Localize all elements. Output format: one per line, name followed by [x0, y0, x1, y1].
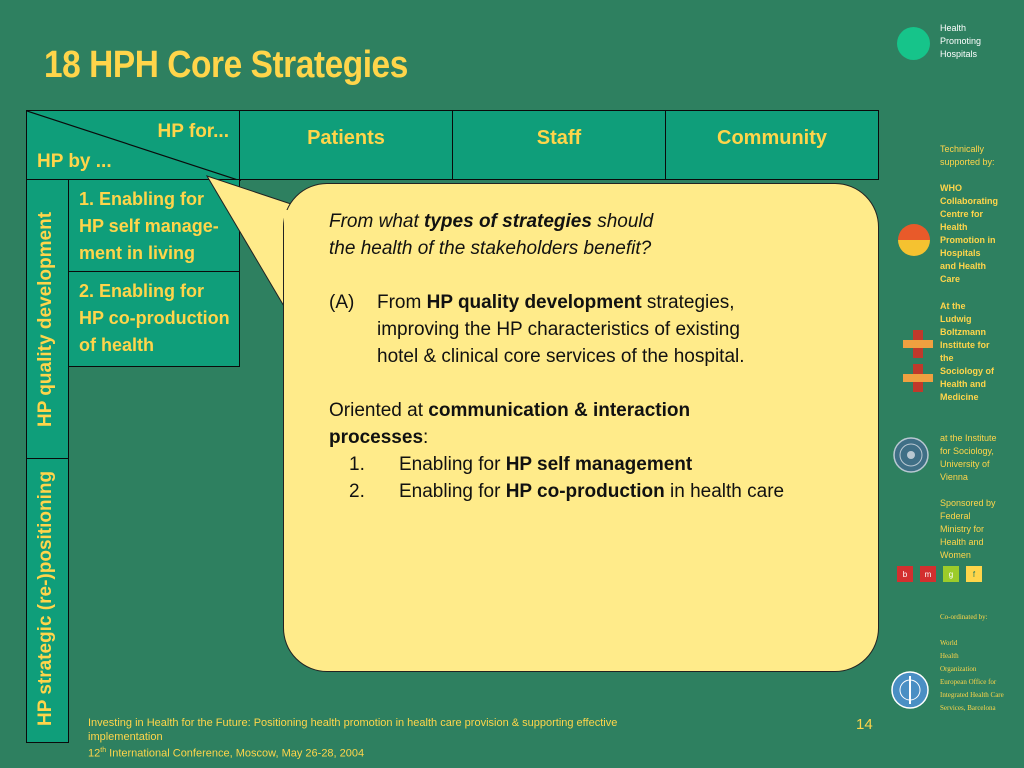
bubble-seam — [284, 210, 304, 340]
footer-line-1: Investing in Health for the Future: Positioning health promotion in health care provision & supporting effective implementation — [88, 717, 618, 743]
callout-text — [329, 208, 869, 505]
side-strategic-label: HP strategic (re-)positioning — [35, 470, 56, 726]
who-emblem-icon — [890, 670, 930, 710]
hph-logo-icon — [897, 27, 930, 60]
flag-m: m — [920, 566, 936, 582]
side-quality-label: HP quality development — [35, 211, 56, 427]
page-number: 14 — [856, 716, 873, 733]
hph-logo-text: Health Promoting Hospitals — [940, 23, 982, 59]
footer-text — [88, 716, 688, 761]
header-patients-label: Patients — [307, 127, 385, 149]
answer-a-line-1: (A) From HP quality development strategies, — [329, 292, 735, 313]
oriented-line-1: Oriented at communication & interaction — [329, 400, 691, 421]
oriented-line-2: processes: — [329, 427, 429, 448]
row-1-cell: 1. Enabling for HP self manage- ment in living — [68, 179, 240, 272]
header-staff-label: Staff — [536, 127, 582, 149]
lbi-logo-icon — [901, 330, 935, 392]
who-cc-logo-icon — [896, 222, 932, 258]
footer-line-2: 12th International Conference, Moscow, May 26-28, 2004 — [88, 747, 365, 760]
flag-g: g — [943, 566, 959, 582]
question-line-1: From what types of strategies should — [329, 211, 654, 232]
who-cc-text: WHO Collaborating Centre for Health Promotion in Hospitals and Health Care — [940, 183, 998, 284]
lbi-text: At the Ludwig Boltzmann Institute for the Sociology of Health and Medicine — [940, 301, 994, 402]
institute-text: at the Institute for Sociology, University of Vienna — [940, 433, 997, 482]
answer-a-line-3: hotel & clinical core services of the hospital. — [377, 346, 745, 367]
list-item-1: 1. Enabling for HP self management — [349, 454, 693, 475]
header-community-label: Community — [717, 127, 827, 149]
who-text: World Health Organization European Office for Integrated Health Care Services, Barcelona — [940, 639, 1004, 712]
flag-f: f — [966, 566, 982, 582]
hp-for-label: HP for... — [157, 121, 229, 142]
row-2-cell: 2. Enabling for HP co-production of health — [68, 271, 240, 367]
side-quality-cell — [26, 179, 69, 459]
question-line-2: the health of the stakeholders benefit? — [329, 238, 652, 259]
side-strategic-cell — [26, 458, 69, 743]
answer-a-line-2: improving the HP characteristics of existing — [377, 319, 740, 340]
hp-by-label: HP by ... — [37, 151, 112, 172]
list-item-2: 2. Enabling for HP co-production in health care — [349, 481, 785, 502]
header-staff — [452, 110, 666, 180]
flag-b: b — [897, 566, 913, 582]
coordinated-by: Co-ordinated by: — [940, 613, 988, 621]
tech-supported: Technically supported by: — [940, 144, 995, 167]
sponsor-text: Sponsored by Federal Ministry for Health and Women — [940, 498, 996, 560]
page-title: 18 HPH Core Strategies — [44, 44, 408, 86]
header-community — [665, 110, 879, 180]
university-seal-icon — [892, 436, 930, 474]
